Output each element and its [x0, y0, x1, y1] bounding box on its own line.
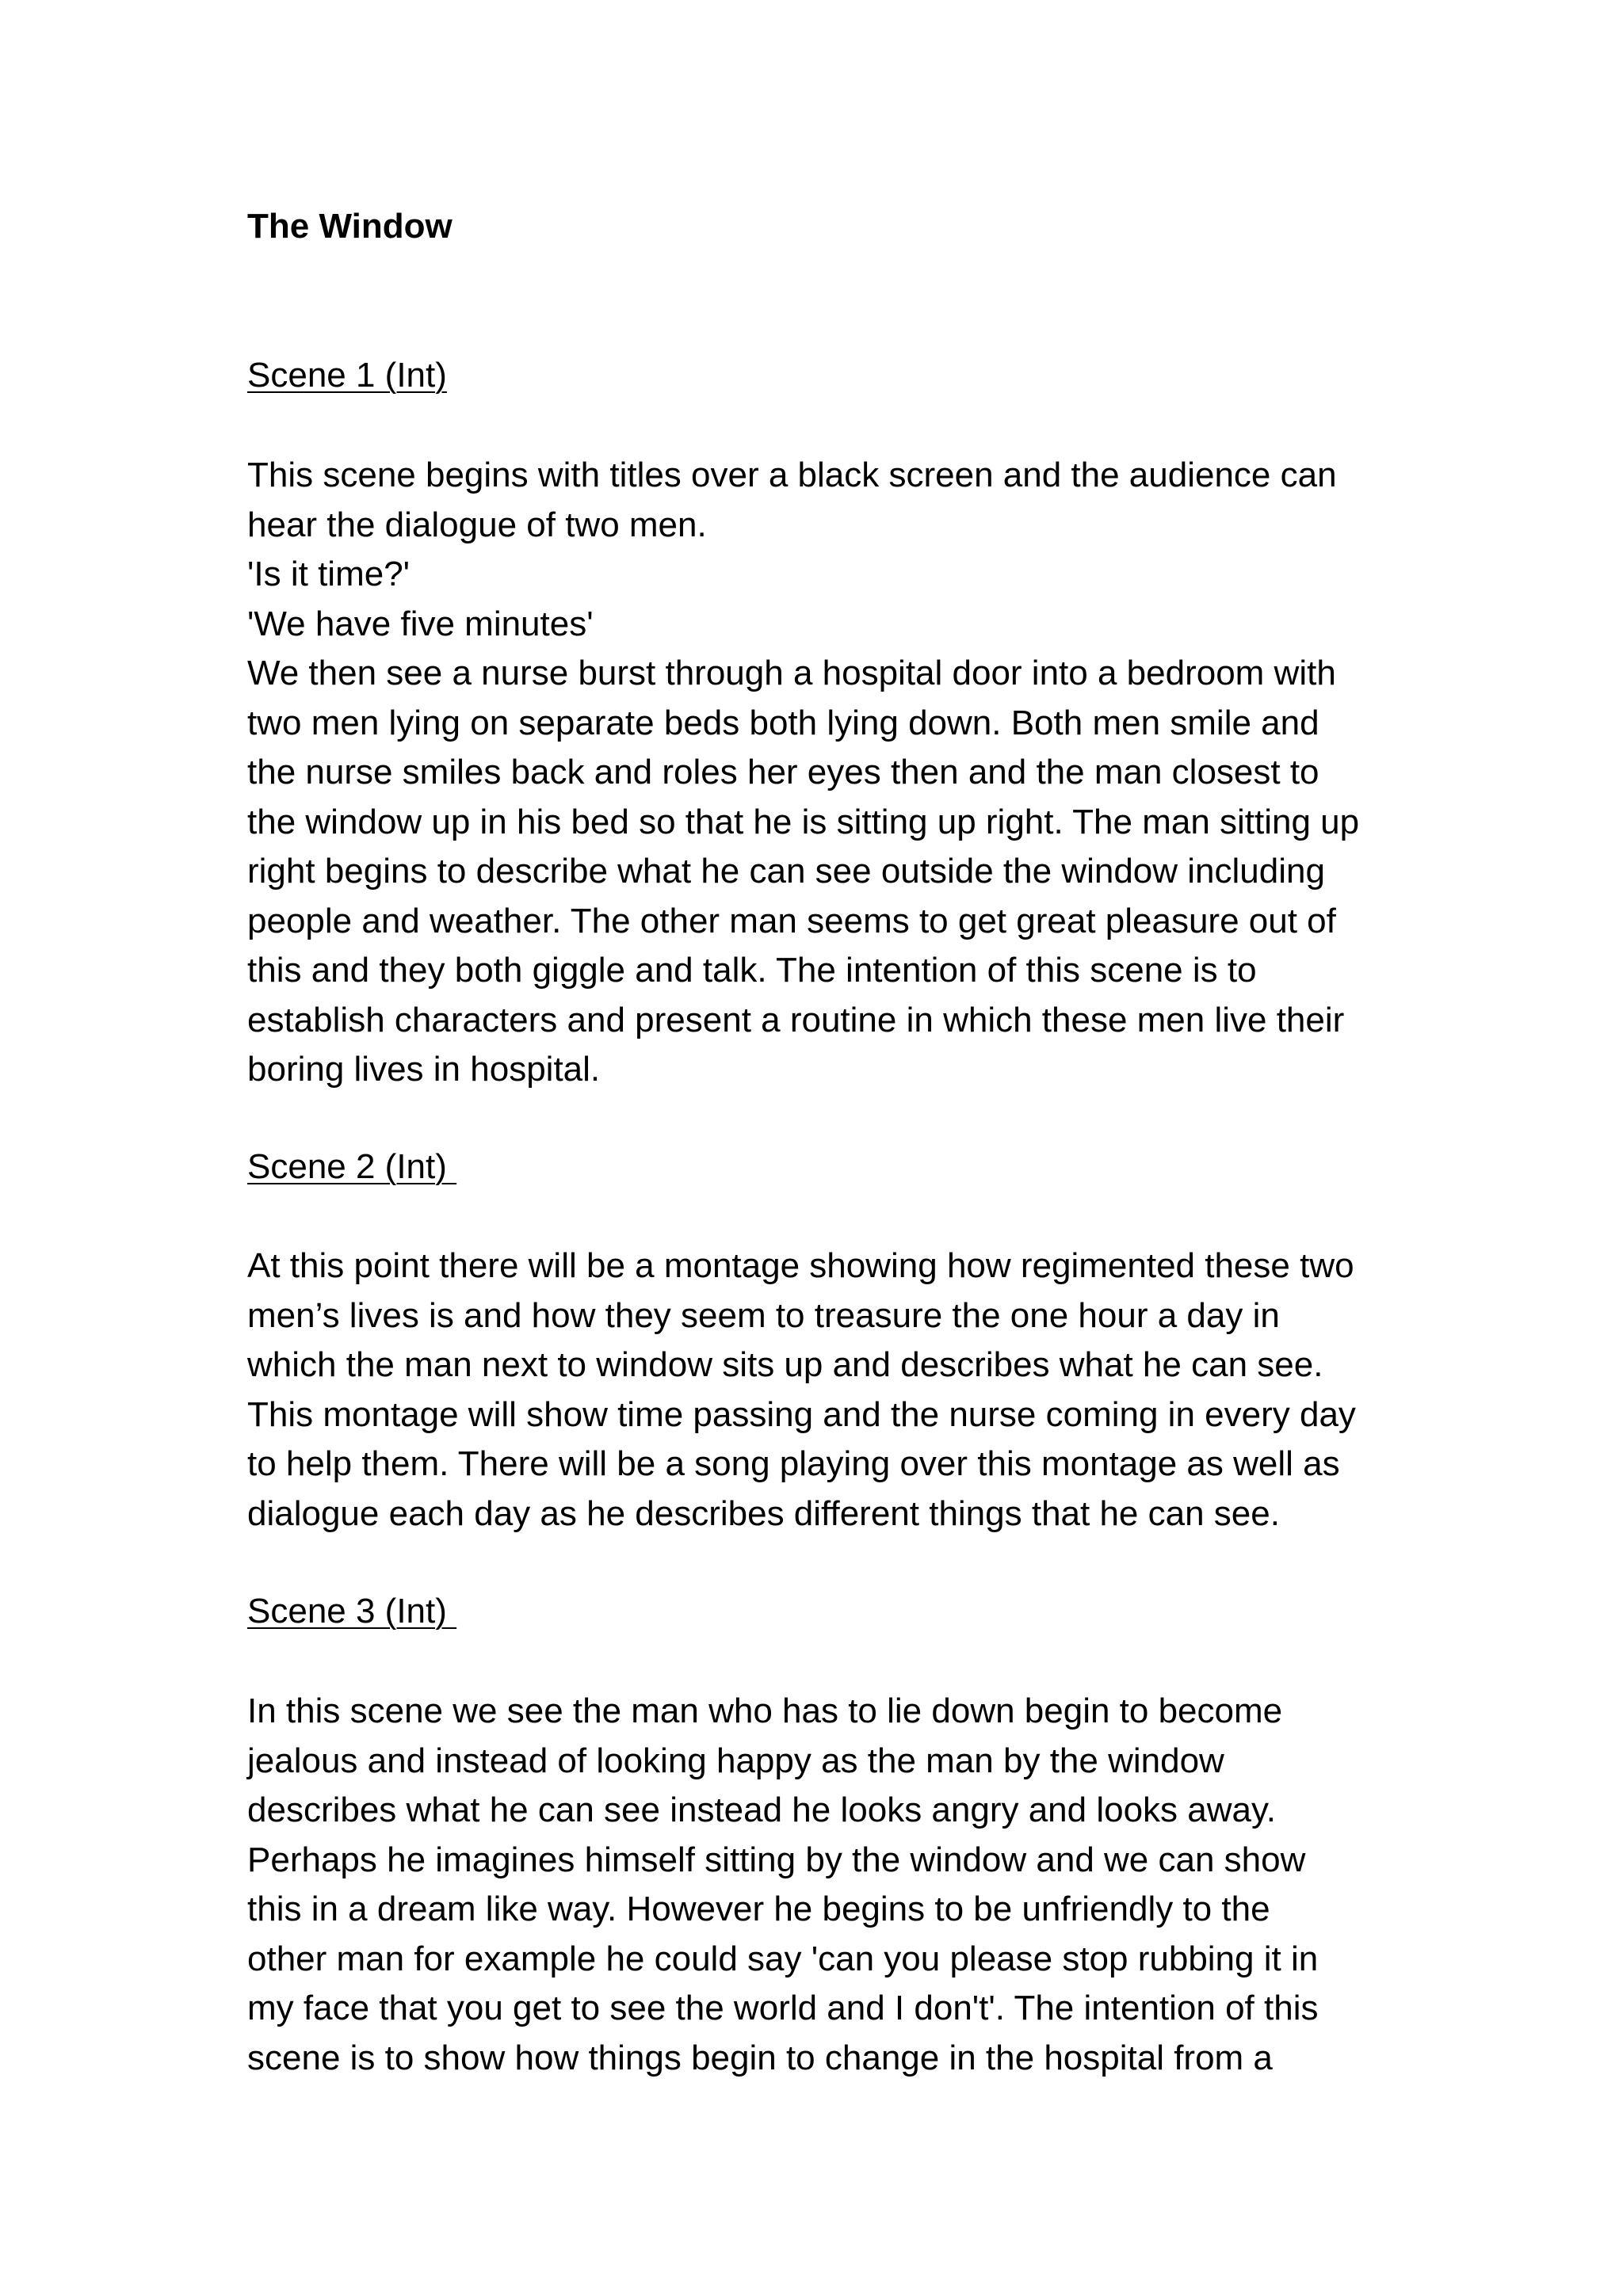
- paragraph-line: This scene begins with titles over a black screen and the audience can: [247, 456, 1337, 494]
- paragraph-line: hear the dialogue of two men.: [247, 505, 707, 544]
- paragraph-line: to help them. There will be a song playing over this montage as well as: [247, 1444, 1340, 1483]
- scene-2-heading: Scene 2 (Int): [247, 1147, 457, 1186]
- paragraph-line: which the man next to window sits up and describes what he can see.: [247, 1345, 1323, 1384]
- paragraph-line: scene is to show how things begin to change in the hospital from a: [247, 2038, 1273, 2077]
- paragraph-line: 'Is it time?': [247, 555, 411, 593]
- scene-3-heading: Scene 3 (Int): [247, 1592, 457, 1630]
- document-title: The Window: [247, 207, 453, 246]
- paragraph-line: 'We have five minutes': [247, 604, 594, 643]
- scene-2-paragraph: [247, 1241, 1420, 1539]
- scene-1-paragraph: [247, 451, 1420, 1095]
- paragraph-line: men’s lives is and how they seem to treasure the one hour a day in: [247, 1295, 1280, 1335]
- paragraph-line: dialogue each day as he describes different things that he can see.: [247, 1493, 1280, 1533]
- paragraph-line: describes what he can see instead he looks angry and looks away.: [247, 1791, 1276, 1829]
- paragraph-line: right begins to describe what he can see outside the window including: [247, 852, 1325, 891]
- paragraph-line: two men lying on separate beds both lying down. Both men smile and: [247, 703, 1319, 742]
- paragraph-line: In this scene we see the man who has to lie down begin to become: [247, 1691, 1283, 1730]
- paragraph-line: establish characters and present a routine in which these men live their: [247, 1000, 1345, 1039]
- paragraph-line: This montage will show time passing and the nurse coming in every day: [247, 1394, 1356, 1434]
- paragraph-line: the nurse smiles back and roles her eyes then and the man closest to: [247, 753, 1319, 791]
- scene-3-paragraph: [247, 1687, 1420, 2083]
- paragraph-line: jealous and instead of looking happy as the man by the window: [247, 1741, 1224, 1780]
- paragraph-line: Perhaps he imagines himself sitting by the window and we can show: [247, 1840, 1306, 1879]
- scene-1-heading: Scene 1 (Int): [247, 356, 447, 395]
- paragraph-line: this and they both giggle and talk. The intention of this scene is to: [247, 951, 1257, 990]
- paragraph-line: the window up in his bed so that he is sitting up right. The man sitting up: [247, 802, 1360, 841]
- paragraph-line: this in a dream like way. However he begins to be unfriendly to the: [247, 1890, 1270, 1928]
- paragraph-line: boring lives in hospital.: [247, 1050, 601, 1089]
- paragraph-line: We then see a nurse burst through a hospital door into a bedroom with: [247, 654, 1336, 692]
- paragraph-line: other man for example he could say 'can you please stop rubbing it in: [247, 1939, 1319, 1978]
- paragraph-line: people and weather. The other man seems to get great pleasure out of: [247, 901, 1336, 940]
- paragraph-line: my face that you get to see the world and I don't'. The intention of this: [247, 1989, 1319, 2027]
- paragraph-line: At this point there will be a montage showing how regimented these two: [247, 1246, 1354, 1285]
